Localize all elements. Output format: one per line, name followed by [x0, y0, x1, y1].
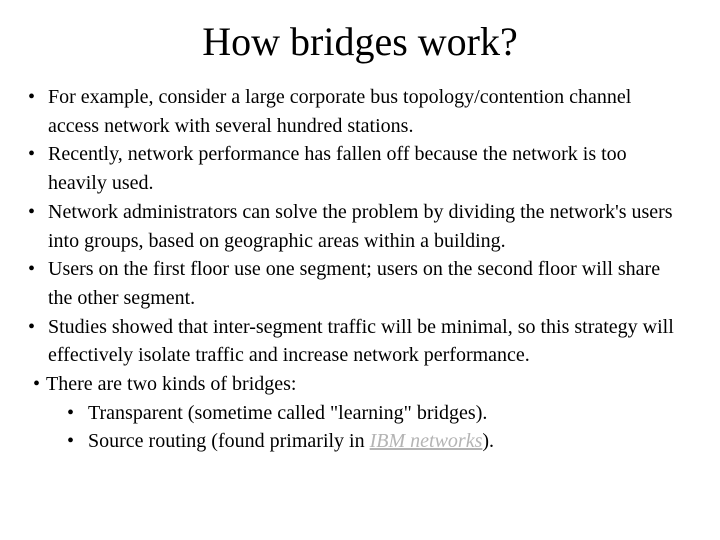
bullet-text: Transparent (sometime called "learning" bridges).	[88, 401, 488, 424]
bullet-dot: •	[33, 373, 41, 396]
bullet-text: Users on the first floor use one segment; users on the second floor will share the other segment.	[48, 258, 661, 309]
bullet-dot: •	[28, 258, 36, 281]
bridges-intro-text: There are two kinds of bridges:	[46, 373, 297, 396]
ibm-networks-link[interactable]: IBM networks	[369, 430, 483, 453]
bridges-intro-item	[0, 370, 720, 399]
list-item	[0, 83, 720, 140]
bullet-dot: •	[28, 315, 36, 338]
bullet-dot: •	[28, 143, 36, 166]
bullet-text: Network administrators can solve the problem by dividing the network's users into groups, based on geographic areas within a building.	[48, 200, 673, 252]
list-item	[0, 140, 720, 197]
bullet-dot: •	[28, 86, 36, 108]
bullet-text: For example, consider a large corporate bus topology/contention channel access network with several hundred stations.	[48, 86, 632, 137]
bullet-text-prefix: Source routing (found primarily in	[88, 430, 370, 453]
slide-title: How bridges work?	[202, 19, 518, 64]
bullet-list	[0, 83, 720, 456]
list-item	[0, 313, 720, 370]
sub-list-item-transparent	[0, 399, 720, 428]
bullet-text-suffix: ).	[482, 430, 495, 453]
list-item	[0, 255, 720, 312]
bullet-dot: •	[28, 200, 36, 223]
bullet-dot: •	[67, 401, 75, 424]
bullet-text: Recently, network performance has fallen off because the network is too heavily used.	[48, 143, 627, 195]
sub-list-item-source-routing	[0, 427, 720, 456]
bullet-text: Studies showed that inter-segment traffic will be minimal, so this strategy will effectively isolate traffic and increase network performance.	[48, 315, 674, 367]
bullet-dot: •	[67, 430, 75, 453]
list-item	[0, 198, 720, 255]
